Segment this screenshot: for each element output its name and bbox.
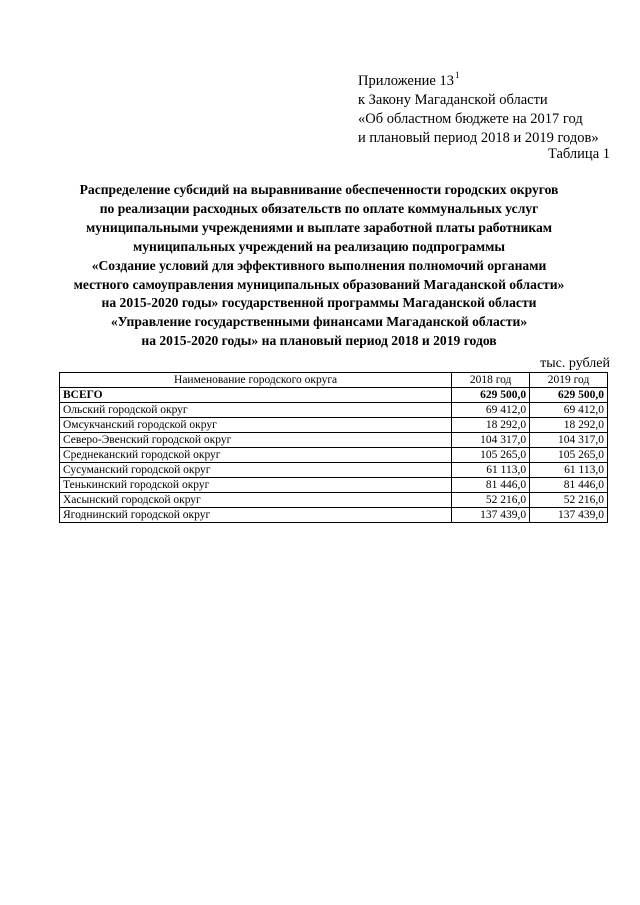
value-2018: 137 439,0 bbox=[452, 508, 530, 523]
document-title bbox=[40, 181, 598, 351]
appendix-header bbox=[358, 66, 599, 148]
value-2018: 105 265,0 bbox=[452, 448, 530, 463]
value-2019: 61 113,0 bbox=[530, 463, 608, 478]
subsidy-table bbox=[59, 372, 608, 523]
appendix-law-line: к Закону Магаданской области bbox=[358, 92, 548, 108]
value-2018: 52 216,0 bbox=[452, 493, 530, 508]
appendix-superscript: 1 bbox=[454, 70, 460, 80]
value-2018: 69 412,0 bbox=[452, 403, 530, 418]
district-name: Хасынский городской округ bbox=[60, 493, 452, 508]
value-2018: 18 292,0 bbox=[452, 418, 530, 433]
header-district-name: Наименование городского округа bbox=[60, 373, 452, 388]
value-2018: 61 113,0 bbox=[452, 463, 530, 478]
total-2019: 629 500,0 bbox=[530, 388, 608, 403]
district-name: Ягоднинский городской округ bbox=[60, 508, 452, 523]
value-2019: 18 292,0 bbox=[530, 418, 608, 433]
appendix-number: Приложение $13^1$ bbox=[358, 70, 460, 89]
value-2019: 69 412,0 bbox=[530, 403, 608, 418]
value-2019: 137 439,0 bbox=[530, 508, 608, 523]
title-line: муниципальными учреждениями и выплате заработной платы работникам bbox=[85, 219, 553, 235]
appendix-period-line: и плановый период 2018 и 2019 годов» bbox=[358, 130, 599, 146]
title-line: местного самоуправления муниципальных образований Магаданской области» bbox=[73, 276, 565, 292]
table-row bbox=[60, 433, 608, 448]
value-2019: 52 216,0 bbox=[530, 493, 608, 508]
total-label: ВСЕГО bbox=[60, 388, 452, 403]
table-row bbox=[60, 478, 608, 493]
header-2018: 2018 год bbox=[452, 373, 530, 388]
district-name: Омсукчанский городской округ bbox=[60, 418, 452, 433]
table-row bbox=[60, 403, 608, 418]
value-2019: 104 317,0 bbox=[530, 433, 608, 448]
title-line: Распределение субсидий на выравнивание обеспеченности городских округов bbox=[79, 182, 559, 197]
header-2019: 2019 год bbox=[530, 373, 608, 388]
title-line: на 2015-2020 годы» государственной программы Магаданской области bbox=[101, 295, 537, 311]
title-line: на 2015-2020 годы» на плановый период 2018 и 2019 годов bbox=[141, 333, 497, 349]
title-line: «Создание условий для эффективного выполнения полномочий органами bbox=[91, 257, 547, 273]
value-2018: 104 317,0 bbox=[452, 433, 530, 448]
title-line: по реализации расходных обязательств по оплате коммунальных услуг bbox=[99, 200, 539, 216]
district-name: Северо-Эвенский городской округ bbox=[60, 433, 452, 448]
value-2018: 81 446,0 bbox=[452, 478, 530, 493]
table-row bbox=[60, 463, 608, 478]
table-row bbox=[60, 418, 608, 433]
value-2019: 81 446,0 bbox=[530, 478, 608, 493]
units-label: тыс. рублей bbox=[540, 356, 610, 371]
appendix-budget-line: «Об областном бюджете на 2017 год bbox=[358, 111, 583, 127]
table-row bbox=[60, 508, 608, 523]
district-name: Среднеканский городской округ bbox=[60, 448, 452, 463]
district-name: Сусуманский городской округ bbox=[60, 463, 452, 478]
table-header-row bbox=[60, 373, 608, 388]
table-total-row bbox=[60, 388, 608, 403]
district-name: Тенькинский городской округ bbox=[60, 478, 452, 493]
table-label: Таблица 1 bbox=[547, 146, 610, 162]
table-row bbox=[60, 493, 608, 508]
total-2018: 629 500,0 bbox=[452, 388, 530, 403]
value-2019: 105 265,0 bbox=[530, 448, 608, 463]
table-row bbox=[60, 448, 608, 463]
title-line: «Управление государственными финансами Магаданской области» bbox=[110, 314, 528, 330]
district-name: Ольский городской округ bbox=[60, 403, 452, 418]
title-line: муниципальных учреждений на реализацию подпрограммы bbox=[133, 238, 505, 254]
